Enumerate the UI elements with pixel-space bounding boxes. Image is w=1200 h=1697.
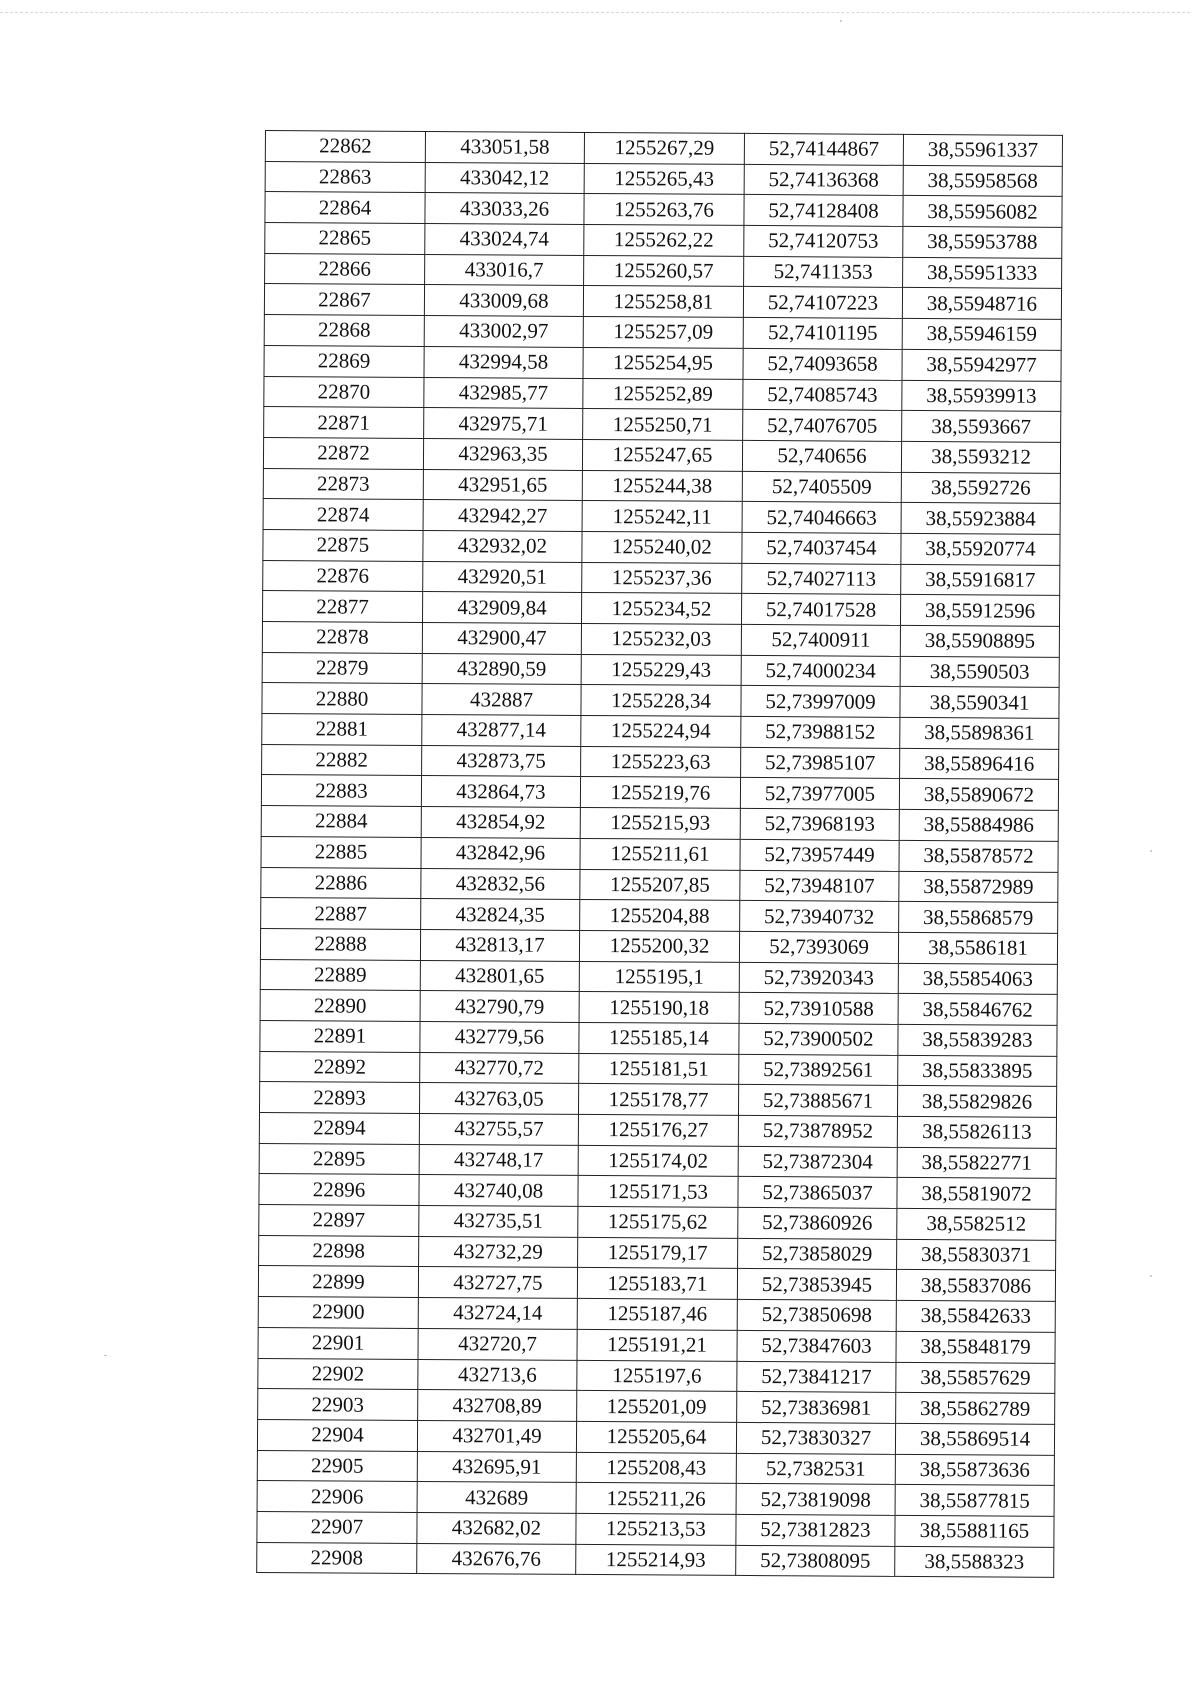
longitude-cell: 38,5590503 [900, 656, 1059, 688]
point-number-cell: 22903 [258, 1389, 418, 1421]
x-coordinate-cell: 432676,76 [417, 1543, 576, 1575]
x-coordinate-cell: 432755,57 [419, 1113, 578, 1145]
longitude-cell: 38,55923884 [901, 503, 1060, 535]
point-number-cell: 22872 [263, 437, 423, 469]
point-number-cell: 22902 [258, 1358, 418, 1390]
latitude-cell: 52,74017528 [741, 594, 900, 626]
point-number-cell: 22889 [260, 959, 420, 991]
x-coordinate-cell: 432720,7 [418, 1328, 577, 1360]
point-number-cell: 22891 [260, 1020, 420, 1052]
table-row [262, 652, 1059, 688]
table-row [262, 714, 1059, 750]
latitude-cell: 52,73892561 [739, 1054, 898, 1086]
longitude-cell: 38,55939913 [902, 380, 1061, 412]
table-row [263, 499, 1060, 535]
longitude-cell: 38,55916817 [901, 564, 1060, 596]
x-coordinate-cell: 433016,7 [425, 254, 584, 286]
latitude-cell: 52,74144867 [744, 133, 903, 165]
table-row [265, 131, 1062, 167]
y-coordinate-cell: 1255240,02 [582, 531, 742, 563]
latitude-cell: 52,73847603 [737, 1330, 896, 1362]
point-number-cell: 22882 [262, 744, 422, 776]
table-row [265, 192, 1062, 228]
table-row [261, 775, 1058, 811]
latitude-cell: 52,7382531 [736, 1453, 895, 1485]
latitude-cell: 52,74136368 [744, 164, 903, 196]
latitude-cell: 52,73968193 [740, 809, 899, 841]
x-coordinate-cell: 432779,56 [420, 1021, 579, 1053]
latitude-cell: 52,73957449 [740, 839, 899, 871]
latitude-cell: 52,73900502 [739, 1023, 898, 1055]
x-coordinate-cell: 432975,71 [424, 408, 583, 440]
latitude-cell: 52,73865037 [738, 1177, 897, 1209]
longitude-cell: 38,55956082 [903, 196, 1062, 228]
x-coordinate-cell: 432963,35 [423, 438, 582, 470]
latitude-cell: 52,73808095 [736, 1545, 895, 1577]
y-coordinate-cell: 1255232,03 [581, 623, 741, 655]
y-coordinate-cell: 1255229,43 [581, 654, 741, 686]
longitude-cell: 38,55951333 [903, 257, 1062, 289]
x-coordinate-cell: 433033,26 [425, 193, 584, 225]
longitude-cell: 38,55846762 [898, 994, 1057, 1026]
point-number-cell: 22871 [264, 407, 424, 439]
table-row [264, 376, 1061, 412]
latitude-cell: 52,74128408 [744, 195, 903, 227]
table-row [265, 161, 1062, 197]
y-coordinate-cell: 1255223,63 [581, 746, 741, 778]
latitude-cell: 52,7400911 [741, 624, 900, 656]
longitude-cell: 38,5588323 [895, 1546, 1054, 1578]
point-number-cell: 22862 [265, 131, 425, 163]
longitude-cell: 38,55896416 [900, 748, 1059, 780]
table-row [264, 407, 1061, 443]
longitude-cell: 38,55873636 [895, 1454, 1054, 1486]
latitude-cell: 52,7405509 [742, 471, 901, 503]
table-row [262, 621, 1059, 657]
x-coordinate-cell: 432900,47 [422, 622, 581, 654]
x-coordinate-cell: 432832,56 [421, 868, 580, 900]
y-coordinate-cell: 1255242,11 [582, 501, 742, 533]
point-number-cell: 22864 [265, 192, 425, 224]
x-coordinate-cell: 432735,51 [419, 1206, 578, 1238]
table-row [260, 1020, 1057, 1056]
x-coordinate-cell: 432770,72 [420, 1052, 579, 1084]
longitude-cell: 38,55829826 [897, 1086, 1056, 1118]
point-number-cell: 22870 [264, 376, 424, 408]
point-number-cell: 22880 [262, 683, 422, 715]
longitude-cell: 38,55826113 [897, 1116, 1056, 1148]
x-coordinate-cell: 432842,96 [421, 837, 580, 869]
y-coordinate-cell: 1255267,29 [584, 132, 744, 164]
latitude-cell: 52,73841217 [737, 1361, 896, 1393]
point-number-cell: 22892 [260, 1051, 420, 1083]
point-number-cell: 22885 [261, 836, 421, 868]
latitude-cell: 52,74027113 [742, 563, 901, 595]
scan-speck [104, 1355, 107, 1356]
x-coordinate-cell: 432887 [422, 684, 581, 716]
point-number-cell: 22888 [260, 928, 420, 960]
y-coordinate-cell: 1255176,27 [578, 1114, 738, 1146]
y-coordinate-cell: 1255195,1 [579, 961, 739, 993]
longitude-cell: 38,5593667 [902, 411, 1061, 443]
x-coordinate-cell: 433042,12 [425, 162, 584, 194]
longitude-cell: 38,55948716 [902, 288, 1061, 320]
table-row [258, 1297, 1055, 1333]
y-coordinate-cell: 1255250,71 [583, 409, 743, 441]
x-coordinate-cell: 432701,49 [417, 1420, 576, 1452]
x-coordinate-cell: 432942,27 [423, 500, 582, 532]
longitude-cell: 38,55961337 [903, 134, 1062, 166]
longitude-cell: 38,55837086 [896, 1270, 1055, 1302]
longitude-cell: 38,55872989 [899, 871, 1058, 903]
y-coordinate-cell: 1255174,02 [578, 1145, 738, 1177]
table-row [264, 315, 1061, 351]
y-coordinate-cell: 1255237,36 [582, 562, 742, 594]
table-row [258, 1266, 1055, 1302]
x-coordinate-cell: 432689 [417, 1482, 576, 1514]
scan-speck [840, 20, 842, 22]
table-row [257, 1419, 1054, 1455]
scan-edge-line [0, 12, 1190, 13]
table-row [259, 1143, 1056, 1179]
longitude-cell: 38,5593212 [901, 441, 1060, 473]
table-row [259, 1174, 1056, 1210]
x-coordinate-cell: 432740,08 [419, 1175, 578, 1207]
latitude-cell: 52,74037454 [742, 532, 901, 564]
point-number-cell: 22890 [260, 990, 420, 1022]
table-row [259, 1235, 1056, 1271]
table-row [258, 1327, 1055, 1363]
y-coordinate-cell: 1255213,53 [576, 1513, 736, 1545]
y-coordinate-cell: 1255179,17 [578, 1237, 738, 1269]
table-row [263, 468, 1060, 504]
y-coordinate-cell: 1255183,71 [577, 1268, 737, 1300]
point-number-cell: 22899 [258, 1266, 418, 1298]
y-coordinate-cell: 1255190,18 [579, 992, 739, 1024]
latitude-cell: 52,74093658 [743, 348, 902, 380]
table-row [261, 836, 1058, 872]
longitude-cell: 38,55878572 [899, 840, 1058, 872]
scan-speck [1150, 850, 1152, 852]
point-number-cell: 22894 [259, 1112, 419, 1144]
latitude-cell: 52,73988152 [741, 716, 900, 748]
latitude-cell: 52,7393069 [739, 931, 898, 963]
table-row [264, 284, 1061, 320]
y-coordinate-cell: 1255201,09 [577, 1391, 737, 1423]
table-row [262, 683, 1059, 719]
table-row [263, 437, 1060, 473]
latitude-cell: 52,73985107 [741, 747, 900, 779]
longitude-cell: 38,55833895 [898, 1055, 1057, 1087]
longitude-cell: 38,55953788 [903, 226, 1062, 258]
latitude-cell: 52,73872304 [738, 1146, 897, 1178]
x-coordinate-cell: 432724,14 [418, 1298, 577, 1330]
table-row [264, 345, 1061, 381]
point-number-cell: 22863 [265, 161, 425, 193]
latitude-cell: 52,73940732 [740, 901, 899, 933]
point-number-cell: 22869 [264, 345, 424, 377]
point-number-cell: 22873 [263, 468, 423, 500]
table-row [261, 867, 1058, 903]
y-coordinate-cell: 1255208,43 [576, 1452, 736, 1484]
table-row [262, 744, 1059, 780]
longitude-cell: 38,55881165 [895, 1515, 1054, 1547]
table-row [263, 560, 1060, 596]
x-coordinate-cell: 432732,29 [419, 1236, 578, 1268]
x-coordinate-cell: 432801,65 [420, 960, 579, 992]
y-coordinate-cell: 1255262,22 [584, 225, 744, 257]
longitude-cell: 38,55819072 [897, 1178, 1056, 1210]
coordinates-table [256, 130, 1063, 1578]
point-number-cell: 22896 [259, 1174, 419, 1206]
table-row [257, 1511, 1054, 1547]
point-number-cell: 22876 [263, 560, 423, 592]
longitude-cell: 38,55898361 [900, 717, 1059, 749]
x-coordinate-cell: 432727,75 [418, 1267, 577, 1299]
point-number-cell: 22868 [264, 315, 424, 347]
longitude-cell: 38,55942977 [902, 349, 1061, 381]
y-coordinate-cell: 1255254,95 [583, 347, 743, 379]
y-coordinate-cell: 1255204,88 [580, 900, 740, 932]
point-number-cell: 22867 [264, 284, 424, 316]
y-coordinate-cell: 1255205,64 [576, 1421, 736, 1453]
table-row [262, 591, 1059, 627]
table-row [257, 1450, 1054, 1486]
x-coordinate-cell: 432682,02 [417, 1512, 576, 1544]
y-coordinate-cell: 1255175,62 [578, 1206, 738, 1238]
point-number-cell: 22893 [259, 1082, 419, 1114]
latitude-cell: 52,74101195 [743, 318, 902, 350]
longitude-cell: 38,55946159 [902, 319, 1061, 351]
latitude-cell: 52,74120753 [744, 225, 903, 257]
point-number-cell: 22898 [259, 1235, 419, 1267]
latitude-cell: 52,74046663 [742, 502, 901, 534]
latitude-cell: 52,73836981 [737, 1392, 896, 1424]
x-coordinate-cell: 432877,14 [422, 715, 581, 747]
point-number-cell: 22881 [262, 714, 422, 746]
latitude-cell: 52,73812823 [736, 1514, 895, 1546]
latitude-cell: 52,74000234 [741, 655, 900, 687]
y-coordinate-cell: 1255215,93 [580, 808, 740, 840]
point-number-cell: 22874 [263, 499, 423, 531]
x-coordinate-cell: 432763,05 [419, 1083, 578, 1115]
point-number-cell: 22906 [257, 1481, 417, 1513]
table-row [265, 253, 1062, 289]
x-coordinate-cell: 432932,02 [423, 530, 582, 562]
x-coordinate-cell: 432813,17 [420, 929, 579, 961]
y-coordinate-cell: 1255219,76 [580, 777, 740, 809]
longitude-cell: 38,55854063 [898, 963, 1057, 995]
point-number-cell: 22895 [259, 1143, 419, 1175]
point-number-cell: 22866 [265, 253, 425, 285]
table-row [258, 1358, 1055, 1394]
x-coordinate-cell: 432920,51 [423, 561, 582, 593]
y-coordinate-cell: 1255178,77 [578, 1084, 738, 1116]
y-coordinate-cell: 1255244,38 [582, 470, 742, 502]
longitude-cell: 38,55857629 [896, 1362, 1055, 1394]
y-coordinate-cell: 1255228,34 [581, 685, 741, 717]
y-coordinate-cell: 1255234,52 [581, 593, 741, 625]
y-coordinate-cell: 1255257,09 [583, 317, 743, 349]
table-row [260, 1051, 1057, 1087]
x-coordinate-cell: 433024,74 [425, 224, 584, 256]
point-number-cell: 22901 [258, 1327, 418, 1359]
y-coordinate-cell: 1255265,43 [584, 163, 744, 195]
y-coordinate-cell: 1255260,57 [584, 255, 744, 287]
y-coordinate-cell: 1255191,21 [577, 1329, 737, 1361]
longitude-cell: 38,55958568 [903, 165, 1062, 197]
longitude-cell: 38,55884986 [899, 810, 1058, 842]
y-coordinate-cell: 1255171,53 [578, 1176, 738, 1208]
x-coordinate-cell: 432824,35 [421, 899, 580, 931]
x-coordinate-cell: 432790,79 [420, 991, 579, 1023]
point-number-cell: 22907 [257, 1511, 417, 1543]
latitude-cell: 52,73920343 [739, 962, 898, 994]
latitude-cell: 52,74076705 [743, 410, 902, 442]
longitude-cell: 38,5582512 [897, 1208, 1056, 1240]
point-number-cell: 22897 [259, 1205, 419, 1237]
table-row [260, 990, 1057, 1026]
longitude-cell: 38,55912596 [900, 595, 1059, 627]
x-coordinate-cell: 432873,75 [422, 745, 581, 777]
y-coordinate-cell: 1255187,46 [577, 1299, 737, 1331]
point-number-cell: 22879 [262, 652, 422, 684]
latitude-cell: 52,73997009 [741, 686, 900, 718]
latitude-cell: 52,73850698 [737, 1300, 896, 1332]
x-coordinate-cell: 433002,97 [424, 316, 583, 348]
longitude-cell: 38,55822771 [897, 1147, 1056, 1179]
point-number-cell: 22878 [262, 621, 422, 653]
longitude-cell: 38,55842633 [896, 1301, 1055, 1333]
table-row [259, 1082, 1056, 1118]
longitude-cell: 38,55920774 [901, 533, 1060, 565]
x-coordinate-cell: 432994,58 [424, 346, 583, 378]
point-number-cell: 22875 [263, 529, 423, 561]
longitude-cell: 38,5586181 [898, 932, 1057, 964]
table-row [260, 928, 1057, 964]
latitude-cell: 52,73819098 [736, 1484, 895, 1516]
point-number-cell: 22877 [262, 591, 422, 623]
y-coordinate-cell: 1255181,51 [579, 1053, 739, 1085]
table-row [260, 959, 1057, 995]
y-coordinate-cell: 1255207,85 [580, 869, 740, 901]
x-coordinate-cell: 432951,65 [423, 469, 582, 501]
longitude-cell: 38,55890672 [899, 779, 1058, 811]
table-row [265, 223, 1062, 259]
longitude-cell: 38,55869514 [895, 1423, 1054, 1455]
x-coordinate-cell: 432985,77 [424, 377, 583, 409]
latitude-cell: 52,74085743 [743, 379, 902, 411]
y-coordinate-cell: 1255211,26 [576, 1483, 736, 1515]
latitude-cell: 52,73830327 [736, 1422, 895, 1454]
point-number-cell: 22884 [261, 806, 421, 838]
latitude-cell: 52,73858029 [738, 1238, 897, 1270]
latitude-cell: 52,73948107 [740, 870, 899, 902]
latitude-cell: 52,74107223 [743, 287, 902, 319]
latitude-cell: 52,73910588 [739, 993, 898, 1025]
x-coordinate-cell: 432708,89 [418, 1390, 577, 1422]
point-number-cell: 22904 [257, 1419, 417, 1451]
table-row [259, 1205, 1056, 1241]
latitude-cell: 52,73878952 [738, 1115, 897, 1147]
y-coordinate-cell: 1255247,65 [582, 439, 742, 471]
longitude-cell: 38,55839283 [898, 1024, 1057, 1056]
latitude-cell: 52,73853945 [737, 1269, 896, 1301]
latitude-cell: 52,73977005 [740, 778, 899, 810]
x-coordinate-cell: 432695,91 [417, 1451, 576, 1483]
y-coordinate-cell: 1255197,6 [577, 1360, 737, 1392]
x-coordinate-cell: 432909,84 [422, 592, 581, 624]
point-number-cell: 22905 [257, 1450, 417, 1482]
y-coordinate-cell: 1255252,89 [583, 378, 743, 410]
longitude-cell: 38,55868579 [899, 902, 1058, 934]
coordinates-table-body [257, 131, 1063, 1578]
table-row [258, 1389, 1055, 1425]
x-coordinate-cell: 432854,92 [421, 807, 580, 839]
x-coordinate-cell: 433051,58 [425, 131, 584, 163]
table-row [263, 529, 1060, 565]
longitude-cell: 38,55862789 [896, 1393, 1055, 1425]
table-row [261, 898, 1058, 934]
x-coordinate-cell: 432748,17 [419, 1144, 578, 1176]
longitude-cell: 38,55848179 [896, 1331, 1055, 1363]
table-row [257, 1481, 1054, 1517]
table-row [261, 806, 1058, 842]
point-number-cell: 22886 [261, 867, 421, 899]
latitude-cell: 52,73885671 [738, 1085, 897, 1117]
point-number-cell: 22900 [258, 1297, 418, 1329]
y-coordinate-cell: 1255224,94 [581, 716, 741, 748]
y-coordinate-cell: 1255258,81 [583, 286, 743, 318]
table-row [259, 1112, 1056, 1148]
y-coordinate-cell: 1255214,93 [576, 1544, 736, 1576]
y-coordinate-cell: 1255200,32 [579, 930, 739, 962]
point-number-cell: 22908 [257, 1542, 417, 1574]
latitude-cell: 52,73860926 [738, 1207, 897, 1239]
point-number-cell: 22865 [265, 223, 425, 255]
y-coordinate-cell: 1255185,14 [579, 1022, 739, 1054]
longitude-cell: 38,55830371 [897, 1239, 1056, 1271]
y-coordinate-cell: 1255211,61 [580, 838, 740, 870]
x-coordinate-cell: 432864,73 [421, 776, 580, 808]
x-coordinate-cell: 433009,68 [424, 285, 583, 317]
longitude-cell: 38,55908895 [900, 625, 1059, 657]
latitude-cell: 52,740656 [742, 440, 901, 472]
y-coordinate-cell: 1255263,76 [584, 194, 744, 226]
longitude-cell: 38,5590341 [900, 687, 1059, 719]
table-row [257, 1542, 1054, 1578]
longitude-cell: 38,5592726 [901, 472, 1060, 504]
scan-speck [1150, 1275, 1152, 1277]
latitude-cell: 52,7411353 [744, 256, 903, 288]
x-coordinate-cell: 432890,59 [422, 653, 581, 685]
point-number-cell: 22883 [261, 775, 421, 807]
point-number-cell: 22887 [261, 898, 421, 930]
x-coordinate-cell: 432713,6 [418, 1359, 577, 1391]
longitude-cell: 38,55877815 [895, 1485, 1054, 1517]
